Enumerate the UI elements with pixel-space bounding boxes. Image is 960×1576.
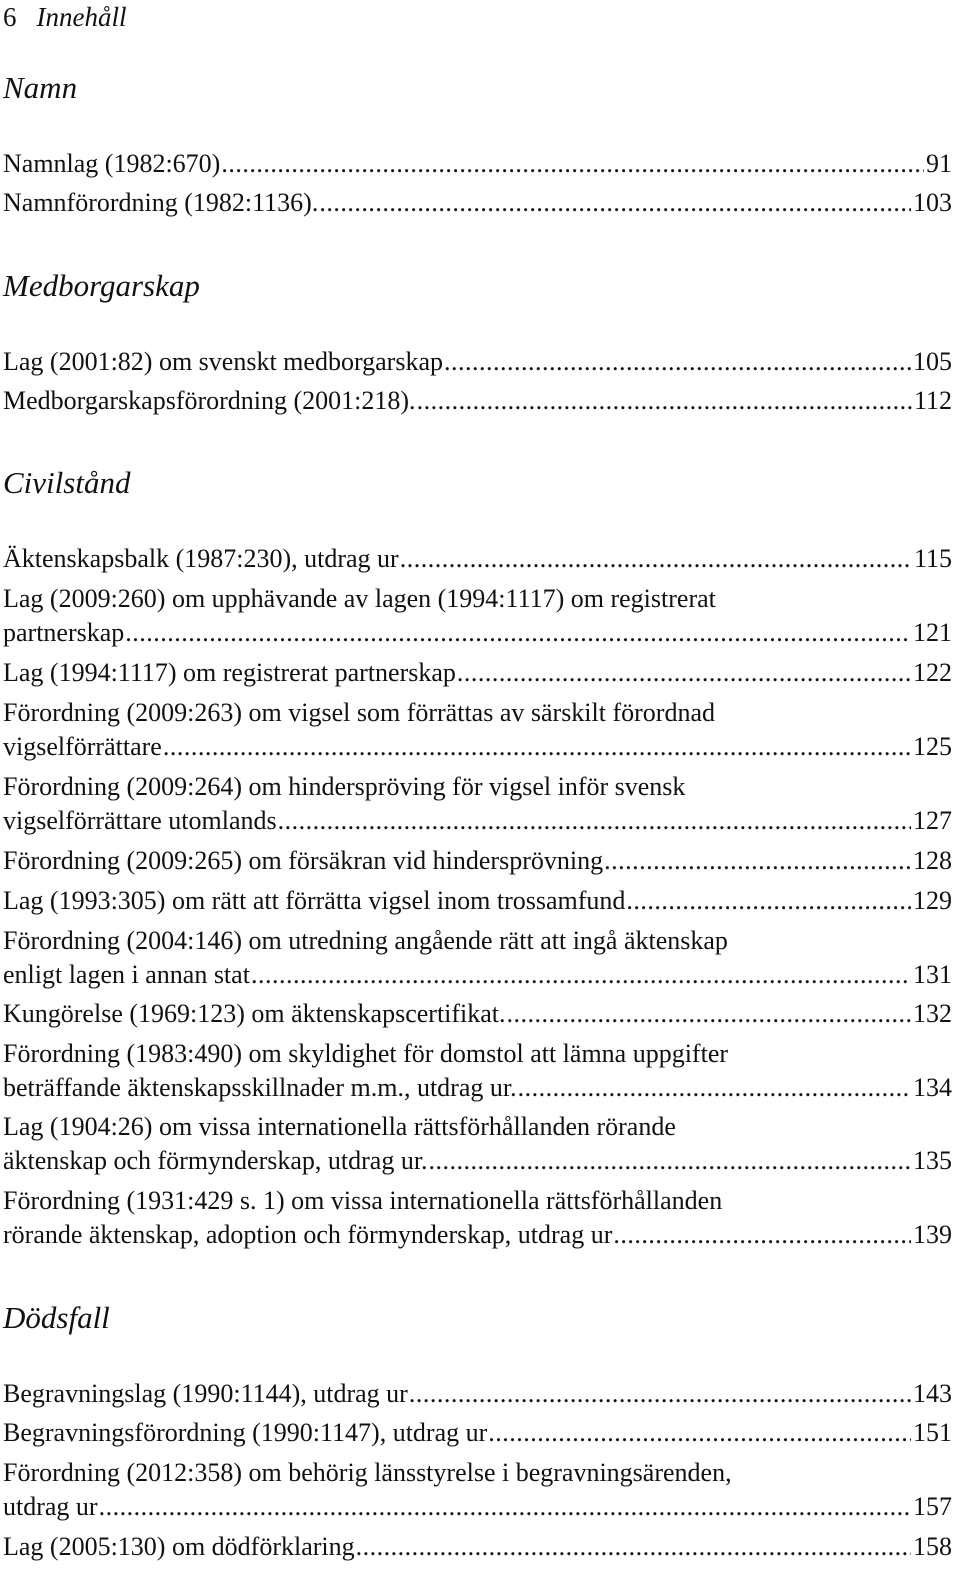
dot-leader bbox=[278, 804, 911, 838]
toc-entry[interactable] bbox=[3, 884, 952, 918]
toc-entry-title-line: utdrag ur bbox=[3, 1492, 98, 1521]
toc-entry[interactable] bbox=[3, 582, 952, 650]
dot-leader bbox=[457, 656, 911, 690]
toc-entry-page-number: 103 bbox=[913, 188, 952, 217]
section-heading: Civilstånd bbox=[3, 465, 131, 500]
toc-entry-page-number: 105 bbox=[913, 347, 952, 376]
toc-entry-title-line: äktenskap och förmynderskap, utdrag ur. bbox=[3, 1146, 428, 1175]
toc-entry-page-number: 132 bbox=[913, 999, 952, 1028]
toc-entry-title-line: Lag (2001:82) om svenskt medborgarskap bbox=[3, 347, 443, 376]
toc-entry-page-number: 122 bbox=[913, 658, 952, 687]
toc-entry-title-line: partnerskap bbox=[3, 618, 125, 647]
toc-entry[interactable] bbox=[3, 1530, 952, 1564]
toc-entry[interactable] bbox=[3, 770, 952, 838]
dot-leader bbox=[409, 1377, 911, 1411]
toc-entry-title-line: vigselförrättare bbox=[3, 732, 162, 761]
dot-leader bbox=[604, 844, 911, 878]
dot-leader bbox=[400, 542, 912, 576]
toc-entry-title-line: Äktenskapsbalk (1987:230), utdrag ur bbox=[3, 544, 399, 573]
toc-entry[interactable] bbox=[3, 1416, 952, 1450]
toc-entry-title-line: beträffande äktenskapsskillnader m.m., utdrag ur. bbox=[3, 1073, 517, 1102]
toc-entry-page-number: 131 bbox=[913, 960, 952, 989]
toc-entry-page-number: 115 bbox=[913, 544, 952, 573]
page-title: Innehåll bbox=[36, 2, 127, 32]
toc-entry-title-line: Begravningsförordning (1990:1147), utdrag ur bbox=[3, 1418, 488, 1447]
dot-leader bbox=[417, 384, 912, 418]
toc-entry-page-number: 139 bbox=[913, 1220, 952, 1249]
dot-leader bbox=[507, 997, 911, 1031]
toc-entry-page-number: 91 bbox=[926, 149, 952, 178]
running-head bbox=[3, 0, 126, 34]
toc-entry[interactable] bbox=[3, 696, 952, 764]
dot-leader bbox=[221, 147, 924, 181]
toc-entry-title-line: Förordning (2009:264) om hinderspröving för vigsel inför svensk bbox=[3, 772, 686, 801]
toc-entry[interactable] bbox=[3, 186, 952, 220]
dot-leader bbox=[626, 884, 911, 918]
toc-entry[interactable] bbox=[3, 1184, 952, 1252]
toc-entry-page-number: 151 bbox=[913, 1418, 952, 1447]
toc-entry[interactable] bbox=[3, 345, 952, 379]
section-heading: Namn bbox=[3, 70, 78, 105]
page-number: 6 bbox=[3, 2, 17, 32]
dot-leader bbox=[444, 345, 911, 379]
toc-entry-title-line: Medborgarskapsförordning (2001:218). bbox=[3, 386, 416, 415]
toc-entry[interactable] bbox=[3, 924, 952, 992]
toc-entry-page-number: 121 bbox=[913, 618, 952, 647]
toc-entry-title-line: Lag (1994:1117) om registrerat partnerskap bbox=[3, 658, 456, 687]
dot-leader bbox=[613, 1218, 911, 1252]
toc-entry-page-number: 157 bbox=[913, 1492, 952, 1521]
toc-entry-page-number: 128 bbox=[913, 846, 952, 875]
toc-entry-title-line: Lag (1993:305) om rätt att förrätta vigsel inom trossamfund bbox=[3, 886, 626, 915]
toc-entry-title-line: Förordning (2009:265) om försäkran vid hindersprövning bbox=[3, 846, 604, 875]
toc-entry-page-number: 129 bbox=[913, 886, 952, 915]
toc-entry-title-line: Förordning (1983:490) om skyldighet för domstol att lämna uppgifter bbox=[3, 1039, 729, 1068]
toc-entry-page-number: 125 bbox=[913, 732, 952, 761]
toc-entry-title-line: Lag (2005:130) om dödförklaring bbox=[3, 1532, 355, 1561]
toc-entry-title-line: Namnförordning (1982:1136). bbox=[3, 188, 319, 217]
toc-entry[interactable] bbox=[3, 844, 952, 878]
toc-entry-title-line: Lag (1904:26) om vissa internationella rättsförhållanden rörande bbox=[3, 1112, 676, 1141]
toc-entry-title-line: vigselförrättare utomlands bbox=[3, 806, 277, 835]
toc-entry[interactable] bbox=[3, 997, 952, 1031]
toc-entry[interactable] bbox=[3, 542, 952, 576]
dot-leader bbox=[163, 730, 911, 764]
dot-leader bbox=[125, 616, 911, 650]
toc-entry[interactable] bbox=[3, 1456, 952, 1524]
dot-leader bbox=[356, 1530, 911, 1564]
dot-leader bbox=[99, 1490, 911, 1524]
dot-leader bbox=[429, 1144, 911, 1178]
toc-entry-page-number: 127 bbox=[913, 806, 952, 835]
toc-entry-title-line: Förordning (1931:429 s. 1) om vissa internationella rättsförhållanden bbox=[3, 1186, 723, 1215]
dot-leader bbox=[518, 1071, 911, 1105]
toc-entry[interactable] bbox=[3, 147, 952, 181]
toc-entry-page-number: 143 bbox=[913, 1379, 952, 1408]
toc-entry-title-line: rörande äktenskap, adoption och förmynderskap, utdrag ur bbox=[3, 1220, 613, 1249]
toc-entry-title-line: Begravningslag (1990:1144), utdrag ur bbox=[3, 1379, 408, 1408]
toc-entry-page-number: 135 bbox=[913, 1146, 952, 1175]
dot-leader bbox=[319, 186, 911, 220]
toc-entry-page-number: 158 bbox=[913, 1532, 952, 1561]
toc-entry-title-line: enligt lagen i annan stat bbox=[3, 960, 250, 989]
toc-entry-title-line: Förordning (2004:146) om utredning angående rätt att ingå äktenskap bbox=[3, 926, 728, 955]
dot-leader bbox=[251, 958, 911, 992]
toc-entry-title-line: Kungörelse (1969:123) om äktenskapscertifikat. bbox=[3, 999, 506, 1028]
toc-entry[interactable] bbox=[3, 1110, 952, 1178]
toc-entry-page-number: 112 bbox=[913, 386, 952, 415]
toc-entry-title-line: Lag (2009:260) om upphävande av lagen (1994:1117) om registrerat bbox=[3, 584, 716, 613]
toc-entry[interactable] bbox=[3, 656, 952, 690]
section-heading: Dödsfall bbox=[3, 1300, 110, 1335]
toc-entry-title-line: Förordning (2012:358) om behörig länsstyrelse i begravningsärenden, bbox=[3, 1458, 732, 1487]
section-heading: Medborgarskap bbox=[3, 268, 200, 303]
toc-entry[interactable] bbox=[3, 384, 952, 418]
toc-entry[interactable] bbox=[3, 1037, 952, 1105]
toc-entry-title-line: Namnlag (1982:670) bbox=[3, 149, 221, 178]
toc-entry-page-number: 134 bbox=[913, 1073, 952, 1102]
dot-leader bbox=[488, 1416, 911, 1450]
toc-entry-title-line: Förordning (2009:263) om vigsel som förrättas av särskilt förordnad bbox=[3, 698, 715, 727]
toc-entry[interactable] bbox=[3, 1377, 952, 1411]
